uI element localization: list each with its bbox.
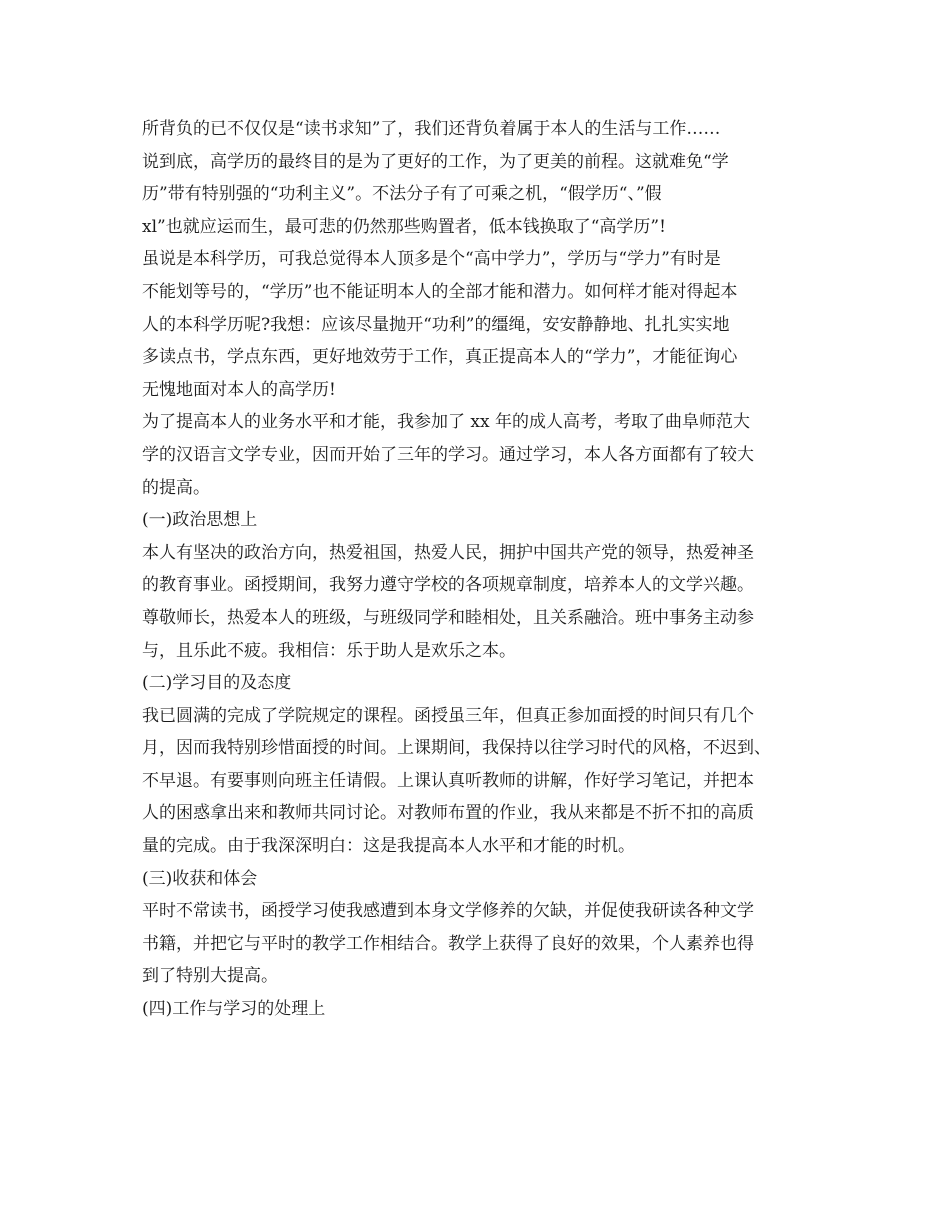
document-body xyxy=(142,113,822,1026)
text-line: 虽说是本科学历，可我总觉得本人顶多是个“高中学力”，学历与“学力”有时是 xyxy=(142,249,721,270)
text-line: 量的完成。由于我深深明白：这是我提高本人水平和才能的时机。 xyxy=(142,836,635,857)
text-line: 到了特别大提高。 xyxy=(142,966,278,987)
section-heading: (二)学习目的及态度 xyxy=(142,673,292,694)
text-line: 尊敬师长，热爱本人的班级，与班级同学和睦相处，且关系融洽。班中事务主动参 xyxy=(142,607,754,628)
text-line: 与，且乐此不疲。我相信：乐于助人是欢乐之本。 xyxy=(142,640,516,661)
text-line: 历”带有特别强的“功利主义”。不法分子有了可乘之机，“假学历“、”假 xyxy=(142,184,662,205)
section-heading: (一)政治思想上 xyxy=(142,510,258,531)
text-line: 所背负的已不仅仅是“读书求知”了，我们还背负着属于本人的生活与工作…… xyxy=(142,119,721,139)
section-heading: (三)收获和体会 xyxy=(142,868,258,889)
text-line: 为了提高本人的业务水平和才能，我参加了 xx 年的成人高考，考取了曲阜师范大 xyxy=(142,412,750,433)
text-line: 无愧地面对本人的高学历! xyxy=(142,379,336,400)
text-line: xl”也就应运而生，最可悲的仍然那些购置者，低本钱换取了“高学历”! xyxy=(142,216,666,237)
text-line: 不能划等号的，“学历”也不能证明本人的全部才能和潜力。如何样才能对得起本 xyxy=(142,281,738,302)
text-line: 的提高。 xyxy=(142,477,210,498)
text-line: 我已圆满的完成了学院规定的课程。函授虽三年，但真正参加面授的时间只有几个 xyxy=(142,705,754,726)
text-line: 不早退。有要事则向班主任请假。上课认真听教师的讲解，作好学习笔记，并把本 xyxy=(142,770,754,791)
section-heading: (四)工作与学习的处理上 xyxy=(142,999,326,1020)
text-line: 学的汉语言文学专业，因而开始了三年的学习。通过学习，本人各方面都有了较大 xyxy=(142,444,754,465)
text-line: 书籍，并把它与平时的教学工作相结合。教学上获得了良好的效果，个人素养也得 xyxy=(142,933,754,954)
text-line: 平时不常读书，函授学习使我感遭到本身文学修养的欠缺，并促使我研读各种文学 xyxy=(142,901,754,922)
text-line: 的教育事业。函授期间，我努力遵守学校的各项规章制度，培养本人的文学兴趣。 xyxy=(142,575,754,596)
text-line: 多读点书，学点东西，更好地效劳于工作，真正提高本人的“学力”，才能征询心 xyxy=(142,347,738,368)
text-line: 人的困惑拿出来和教师共同讨论。对教师布置的作业，我从来都是不折不扣的高质 xyxy=(142,803,754,824)
text-line: 月，因而我特别珍惜面授的时间。上课期间，我保持以往学习时代的风格，不迟到、 xyxy=(142,738,771,759)
text-line: 本人有坚决的政治方向，热爱祖国，热爱人民，拥护中国共产党的领导，热爱神圣 xyxy=(142,542,754,563)
text-line: 人的本科学历呢?我想：应该尽量抛开“功利”的缰绳，安安静静地、扎扎实实地 xyxy=(142,314,730,335)
text-line: 说到底，高学历的最终目的是为了更好的工作，为了更美的前程。这就难免“学 xyxy=(142,151,729,172)
